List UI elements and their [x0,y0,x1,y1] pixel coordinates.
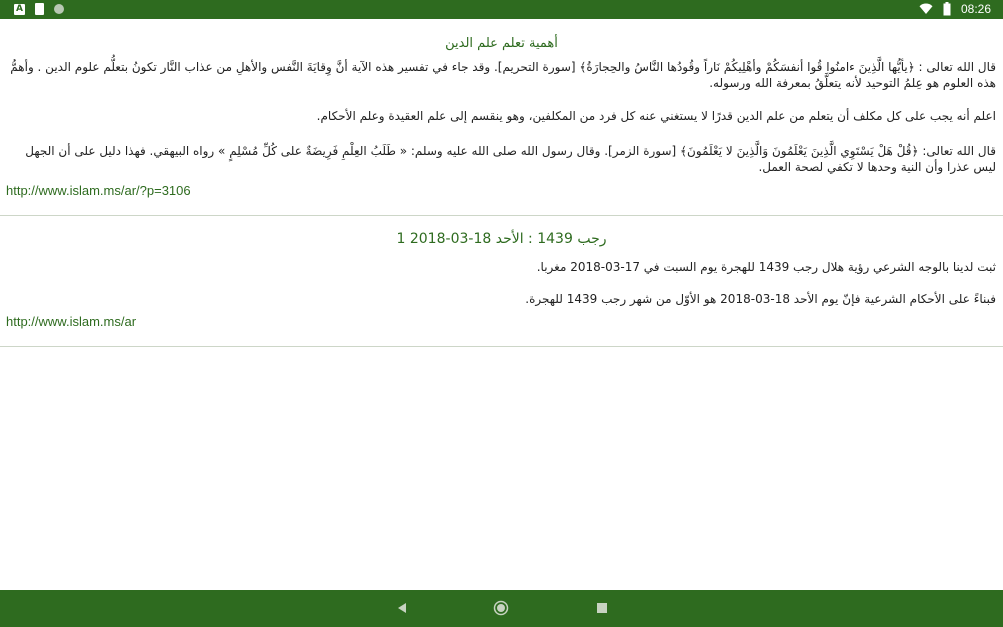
recents-square-icon[interactable] [594,600,610,616]
article-paragraph: ثبت لدينا بالوجه الشرعي رؤية هلال رجب 1439 للهجرة يوم السبت في 17-03-2018 مغربا. [536,260,996,274]
sd-card-icon [35,3,44,15]
article-list[interactable] [0,19,1003,590]
article-paragraph: اعلم أنه يجب على كل مكلف أن يتعلم من علم الدين قدرًا لا يستغني عنه كل فرد من المكلفين، وهو ينقسم إلى علم العقيدة وعلم الأحكام. [316,109,996,123]
list-item[interactable] [0,216,1003,347]
battery-icon [943,2,951,16]
list-item[interactable] [0,19,1003,216]
article-paragraph: فبناءً على الأحكام الشرعية فإنّ يوم الأحد 18-03-2018 هو الأوّل من شهر رجب 1439 للهجرة. [525,292,996,306]
article-link[interactable]: http://www.islam.ms/ar/?p=3106 [6,183,191,198]
status-time: 08:26 [960,2,991,16]
article-title: 1 رجب 1439 : الأحد 18-03-2018 [396,231,607,247]
back-triangle-icon[interactable] [395,600,411,616]
article-paragraph: قال الله تعالى : ﴿يأيُّها الَّذِينَ ءامنُوا قُوا أنفسَكُمْ وأهْلِيكُمْ نَاراً وقُودُها النَّاسُ والحِجارَةُ﴾ [سورة التحريم]. وقد جاء في تفسير هذه الآية أنَّ وِقايَةَ النَّفس والأهلِ من عذاب النَّار تكونُ بتعلُّم علوم الدين . وأهمُّ هذه العلوم هو عِلمُ التوحيد لأنه يتعلَّقُ بمعرفة الله ورسوله. [10,60,996,90]
circle-icon [54,4,64,14]
a-notification-icon: A [14,4,25,15]
navigation-bar [0,590,1003,627]
article-paragraph: قال الله تعالى: ﴿قُلْ هَلْ يَسْتَوِي الَّذِينَ يَعْلَمُونَ وَالَّذِينَ لا يَعْلَمُونَ﴾ [سورة الزمر]. وقال رسول الله صلى الله عليه وسلم: « طَلَبُ العِلْمِ فَرِيضَةٌ على كُلِّ مُسْلِمٍ » رواه البيهقي. فهذا دليل على أن الجهل ليس عذرا وأن النية وحدها لا تكفي لصحة العمل. [25,144,996,174]
article-link[interactable]: http://www.islam.ms/ar [6,314,137,329]
status-bar [0,0,1003,19]
wifi-icon [919,3,933,15]
article-title: أهمية تعلم علم الدين [445,36,558,51]
home-circle-icon[interactable] [493,600,509,616]
